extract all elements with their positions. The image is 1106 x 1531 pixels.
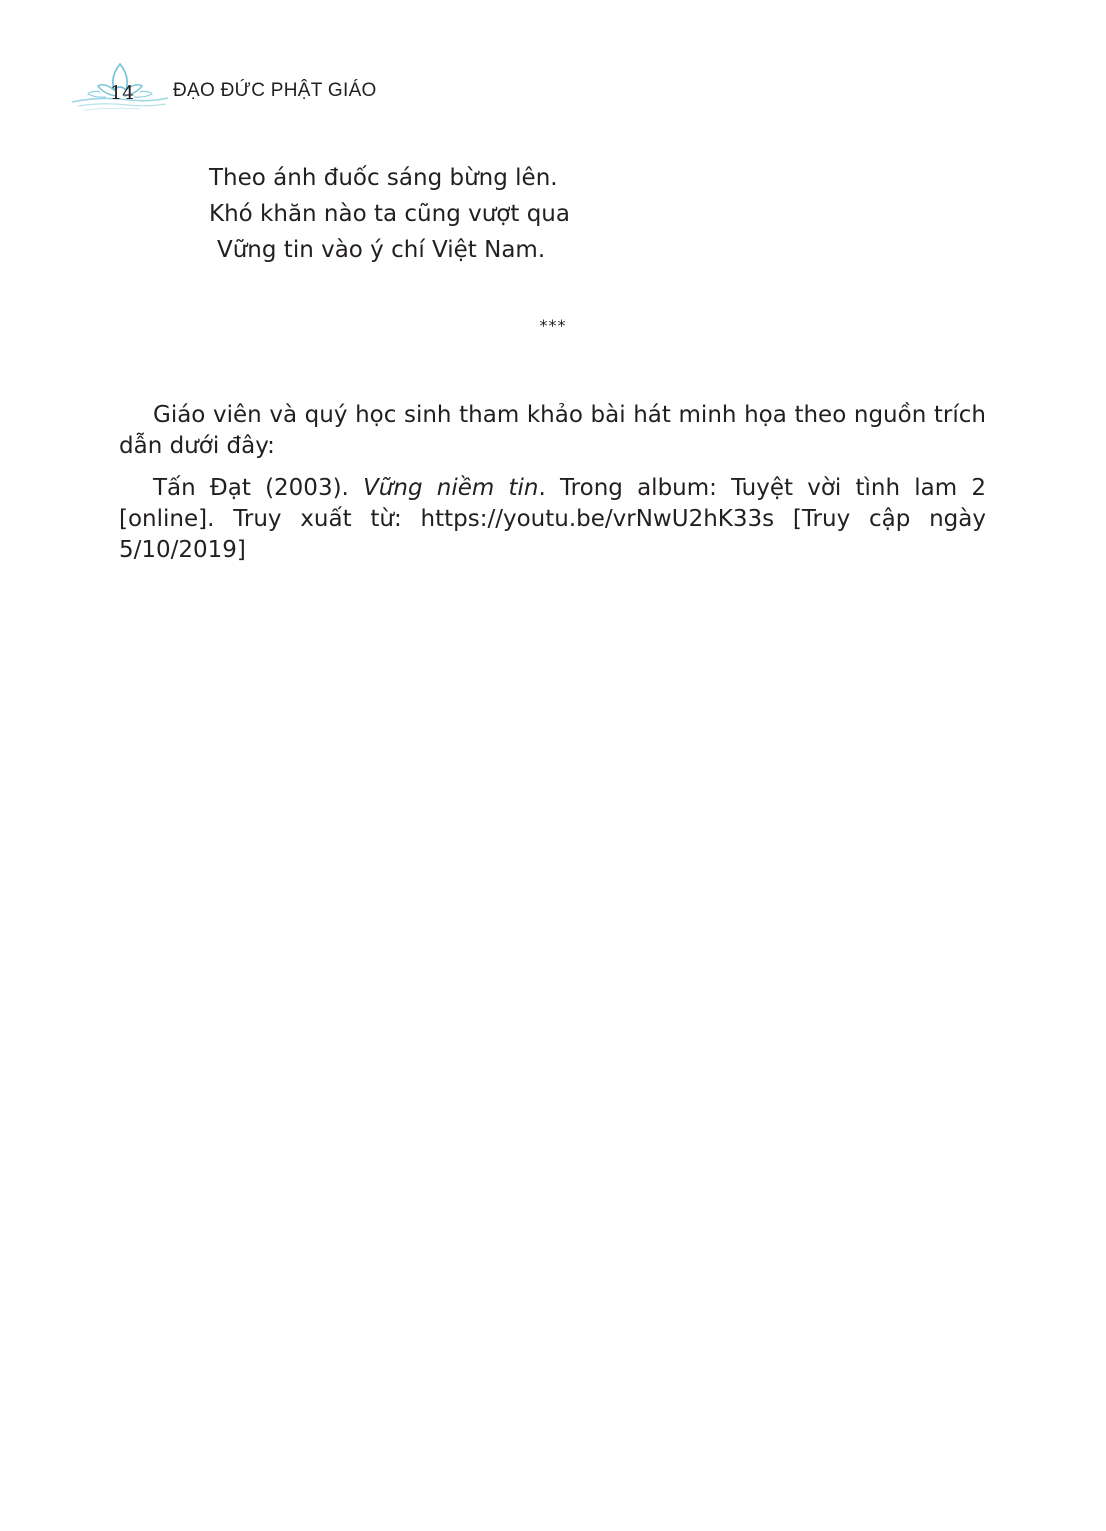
- citation-paragraph: [119, 473, 986, 566]
- page-number: 14: [110, 82, 135, 104]
- citation-text: [119, 473, 986, 566]
- page-header: [70, 60, 490, 120]
- poem-line: Theo ánh đuốc sáng bừng lên.: [209, 165, 558, 191]
- poem-excerpt: [209, 160, 570, 268]
- citation-song-title: Vững niềm tin: [363, 475, 539, 501]
- citation-author-year: Tấn Đạt (2003).: [153, 475, 364, 501]
- intro-paragraph: [119, 400, 986, 462]
- poem-line: Vững tin vào ý chí Việt Nam.: [217, 237, 546, 263]
- citation-rest: . Trong album: Tuyệt vời tình lam 2 [online]. Truy xuất từ: https://youtu.be/vrNwU2hK33s [Truy cập ngày 5/10/2019]: [119, 475, 987, 563]
- intro-text: Giáo viên và quý học sinh tham khảo bài hát minh họa theo nguồn trích dẫn dưới đây:: [119, 402, 986, 459]
- poem-line: Khó khăn nào ta cũng vượt qua: [209, 201, 570, 227]
- section-separator: ***: [539, 316, 567, 335]
- book-title: ĐẠO ĐỨC PHẬT GIÁO: [173, 80, 377, 101]
